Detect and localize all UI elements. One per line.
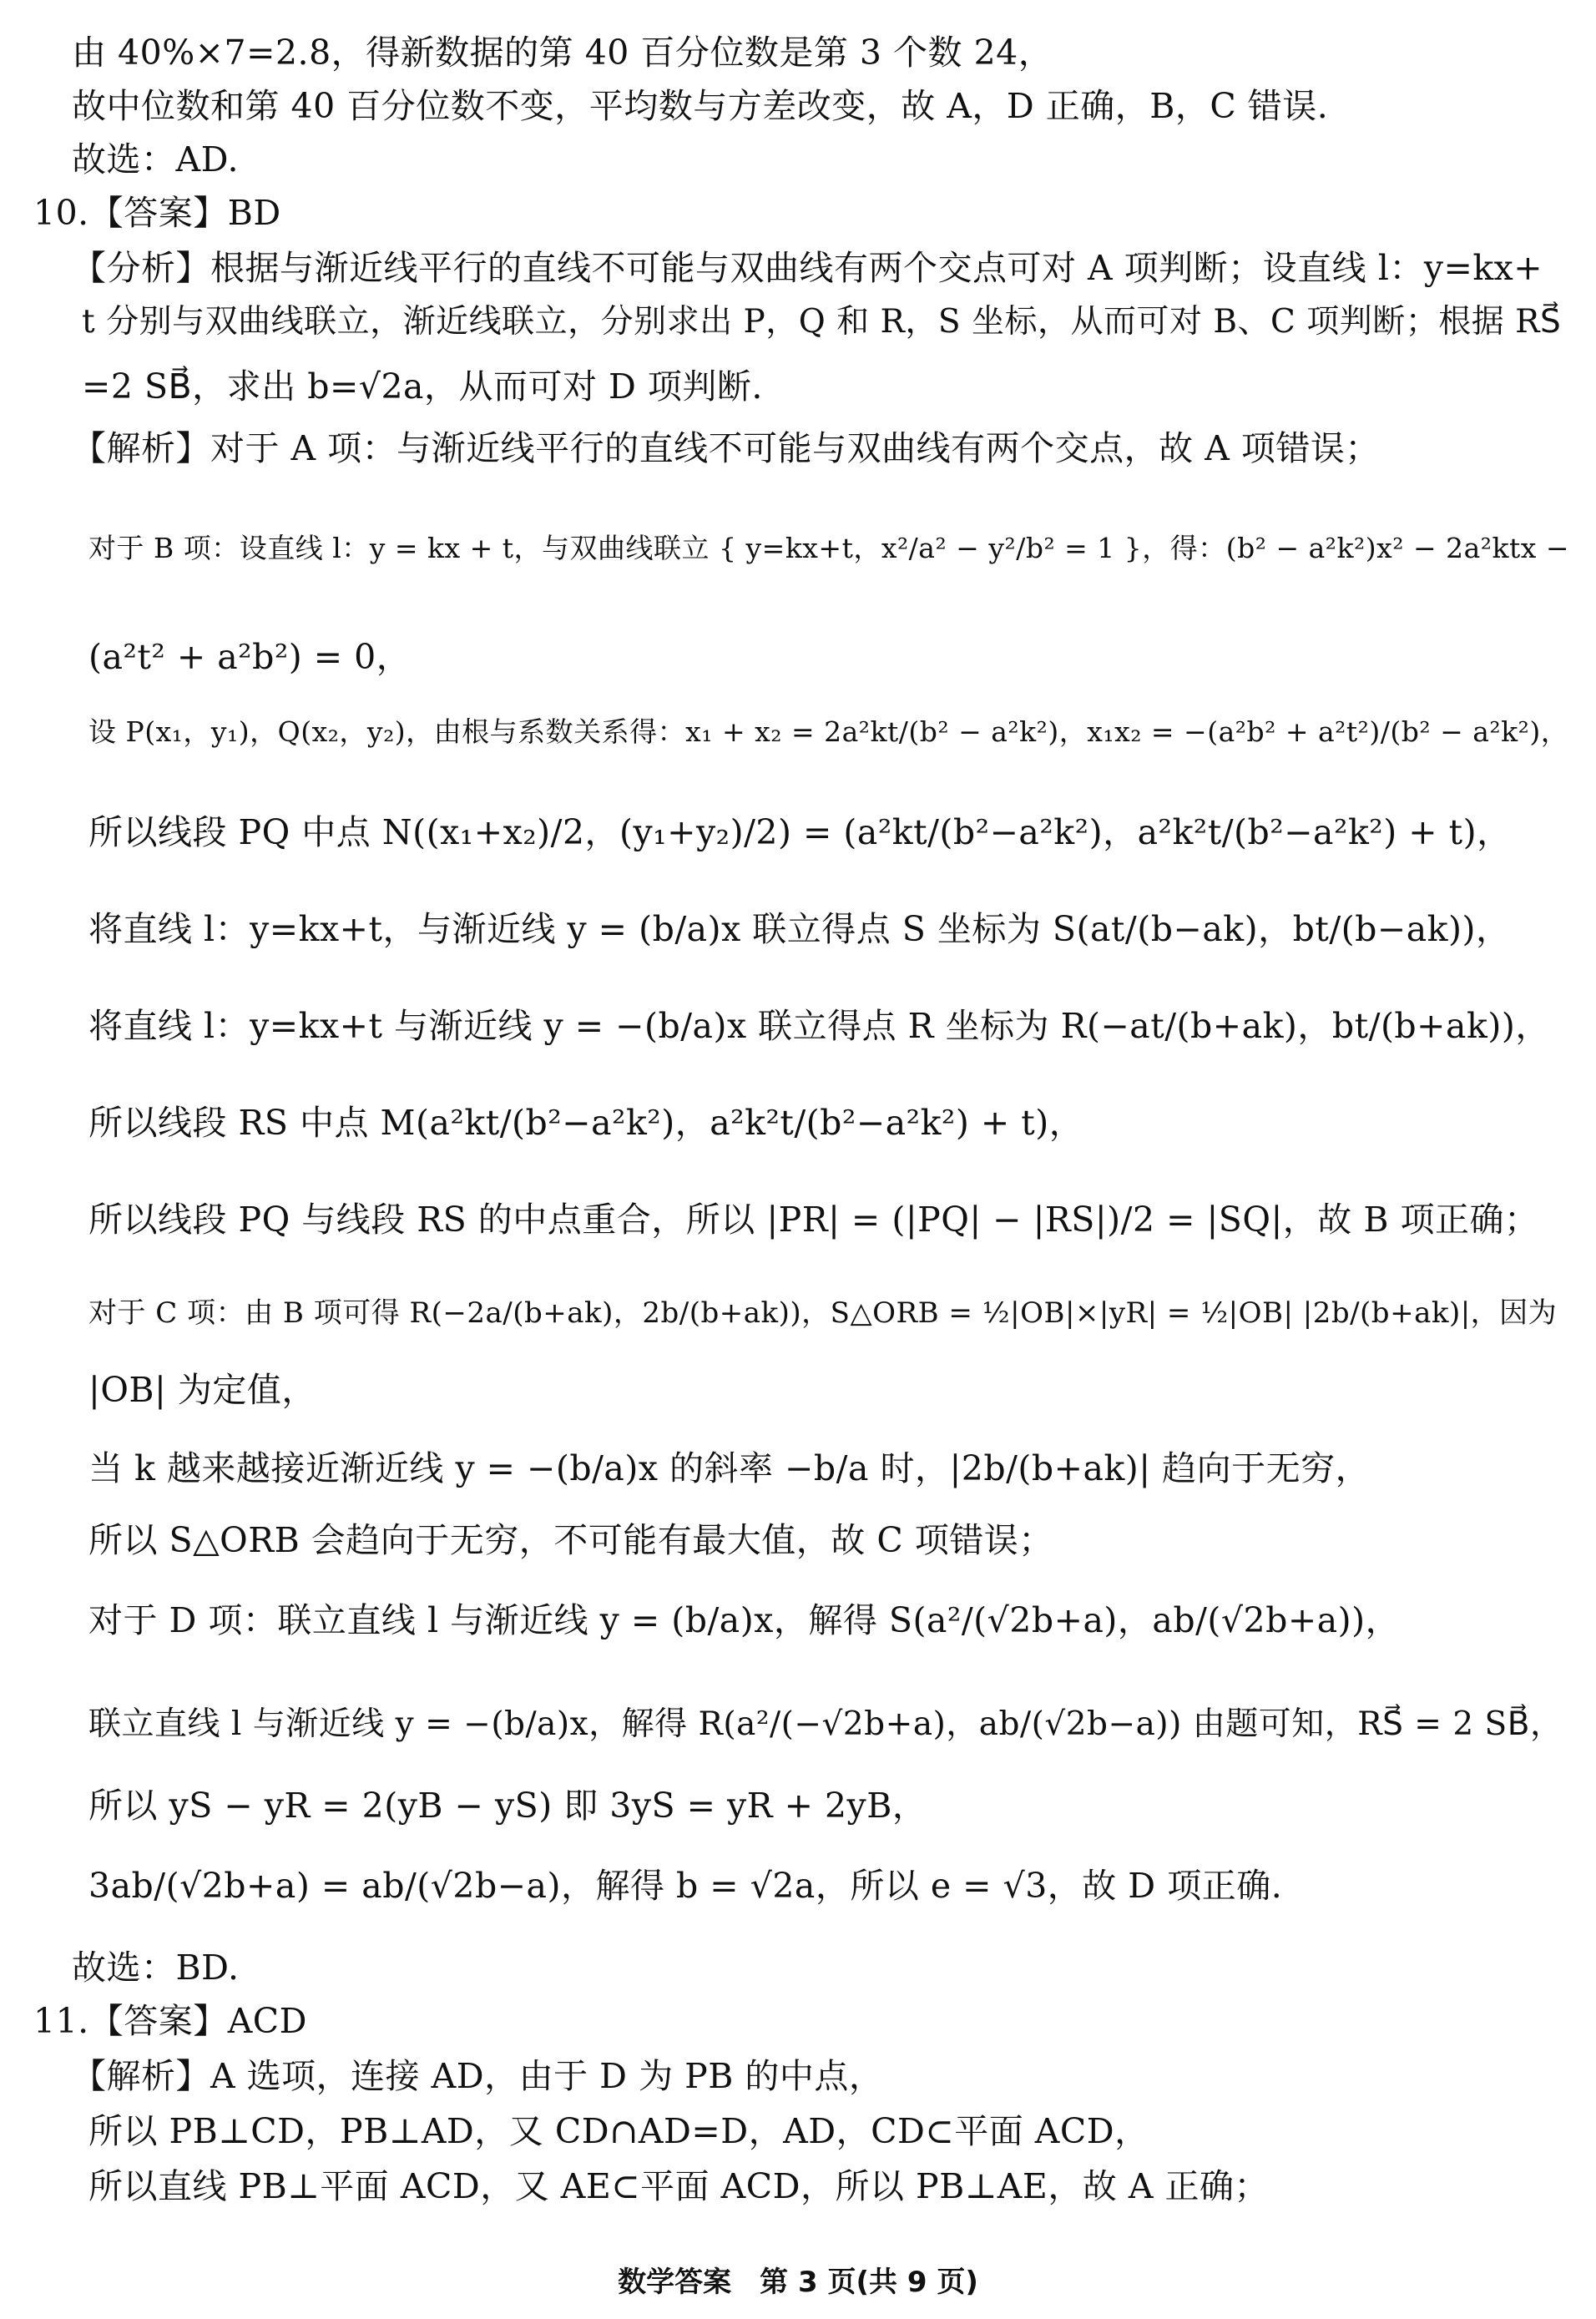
solution-line-14: 对于 D 项：联立直线 l 与渐近线 y = (b/a)x，解得 S(a²/(√2b+a)，ab/(√2b+a))， [88, 1600, 1401, 1640]
solution-line-10: 对于 C 项：由 B 项可得 R(−2a/(b+ak)，2b/(b+ak))，S△ORB = ½|OB|×|yR| = ½|OB| |2b/(b+ak)|，因为 [88, 1296, 1558, 1330]
solution-line-5: 所以线段 PQ 中点 N((x₁+x₂)/2，(y₁+y₂)/2) = (a²kt/(b²−a²k²)，a²k²t/(b²−a²k²) + t)， [88, 812, 1512, 852]
solution-line-1: 【解析】对于 A 项：与渐近线平行的直线不可能与双曲线有两个交点，故 A 项错误； [72, 428, 1380, 468]
q11-solution-line-3: 所以直线 PB⊥平面 ACD，又 AE⊂平面 ACD，所以 PB⊥AE，故 A 正确； [88, 2166, 1270, 2206]
page-footer: 数学答案 第 3 页(共 9 页) [618, 2266, 978, 2299]
analysis-line-1: 【分析】根据与渐近线平行的直线不可能与双曲线有两个交点可对 A 项判断；设直线 l：y=kx+ [72, 248, 1543, 288]
text-line-2: 故中位数和第 40 百分位数不变，平均数与方差改变，故 A，D 正确，B，C 错误. [72, 86, 1329, 126]
analysis-line-2: t 分别与双曲线联立，渐近线联立，分别求出 P，Q 和 R，S 坐标，从而可对 B、C 项判断；根据 RS⃗ [82, 303, 1562, 341]
solution-line-2: 对于 B 项：设直线 l：y = kx + t，与双曲线联立 { y=kx+t，x²/a² − y²/b² = 1 }，得：(b² − a²k²)x² − 2a²ktx − [88, 532, 1570, 564]
q11-solution-line-2: 所以 PB⊥CD，PB⊥AD，又 CD∩AD=D，AD，CD⊂平面 ACD， [88, 2111, 1149, 2151]
q11-solution-line-1: 【解析】A 选项，连接 AD，由于 D 为 PB 的中点， [72, 2056, 884, 2096]
text-line-3: 故选：AD. [72, 139, 240, 179]
solution-line-12: 当 k 越来越接近渐近线 y = −(b/a)x 的斜率 −b/a 时，|2b/(b+ak)| 趋向于无穷， [88, 1448, 1371, 1488]
text-line-1: 由 40%×7=2.8，得新数据的第 40 百分位数是第 3 个数 24， [72, 33, 1053, 73]
solution-line-13: 所以 S△ORB 会趋向于无穷，不可能有最大值，故 C 项错误； [88, 1520, 1053, 1560]
solution-line-16: 所以 yS − yR = 2(yB − yS) 即 3yS = yR + 2yB， [88, 1786, 927, 1826]
solution-line-15: 联立直线 l 与渐近线 y = −(b/a)x，解得 R(a²/(−√2b+a)，ab/(√2b−a)) 由题可知，RS⃗ = 2 SB⃗， [88, 1705, 1563, 1743]
solution-line-4: 设 P(x₁，y₁)，Q(x₂，y₂)，由根与系数关系得：x₁ + x₂ = 2a²kt/(b² − a²k²)，x₁x₂ = −(a²b² + a²t²)/(b² − a²k²)， [88, 715, 1569, 748]
question-10-answer: 10.【答案】BD [33, 193, 281, 233]
solution-line-6: 将直线 l：y=kx+t，与渐近线 y = (b/a)x 联立得点 S 坐标为 S(at/(b−ak)，bt/(b−ak))， [88, 909, 1511, 949]
question-11-answer: 11.【答案】ACD [33, 2001, 308, 2041]
solution-line-9: 所以线段 PQ 与线段 RS 的中点重合，所以 |PR| = (|PQ| − |RS|)/2 = |SQ|，故 B 项正确； [88, 1200, 1539, 1240]
solution-line-3: (a²t² + a²b²) = 0， [88, 637, 412, 677]
solution-line-17: 3ab/(√2b+a) = ab/(√2b−a)，解得 b = √2a，所以 e = √3，故 D 项正确. [88, 1866, 1283, 1906]
solution-line-8: 所以线段 RS 中点 M(a²kt/(b²−a²k²)，a²k²t/(b²−a²k²) + t)， [88, 1103, 1084, 1143]
analysis-line-3: =2 SB⃗，求出 b=√2a，从而可对 D 项判断. [82, 366, 763, 407]
solution-line-18: 故选：BD. [72, 1948, 240, 1988]
solution-line-7: 将直线 l：y=kx+t 与渐近线 y = −(b/a)x 联立得点 R 坐标为 R(−at/(b+ak)，bt/(b+ak))， [88, 1006, 1550, 1046]
solution-line-11: |OB| 为定值， [88, 1370, 316, 1410]
